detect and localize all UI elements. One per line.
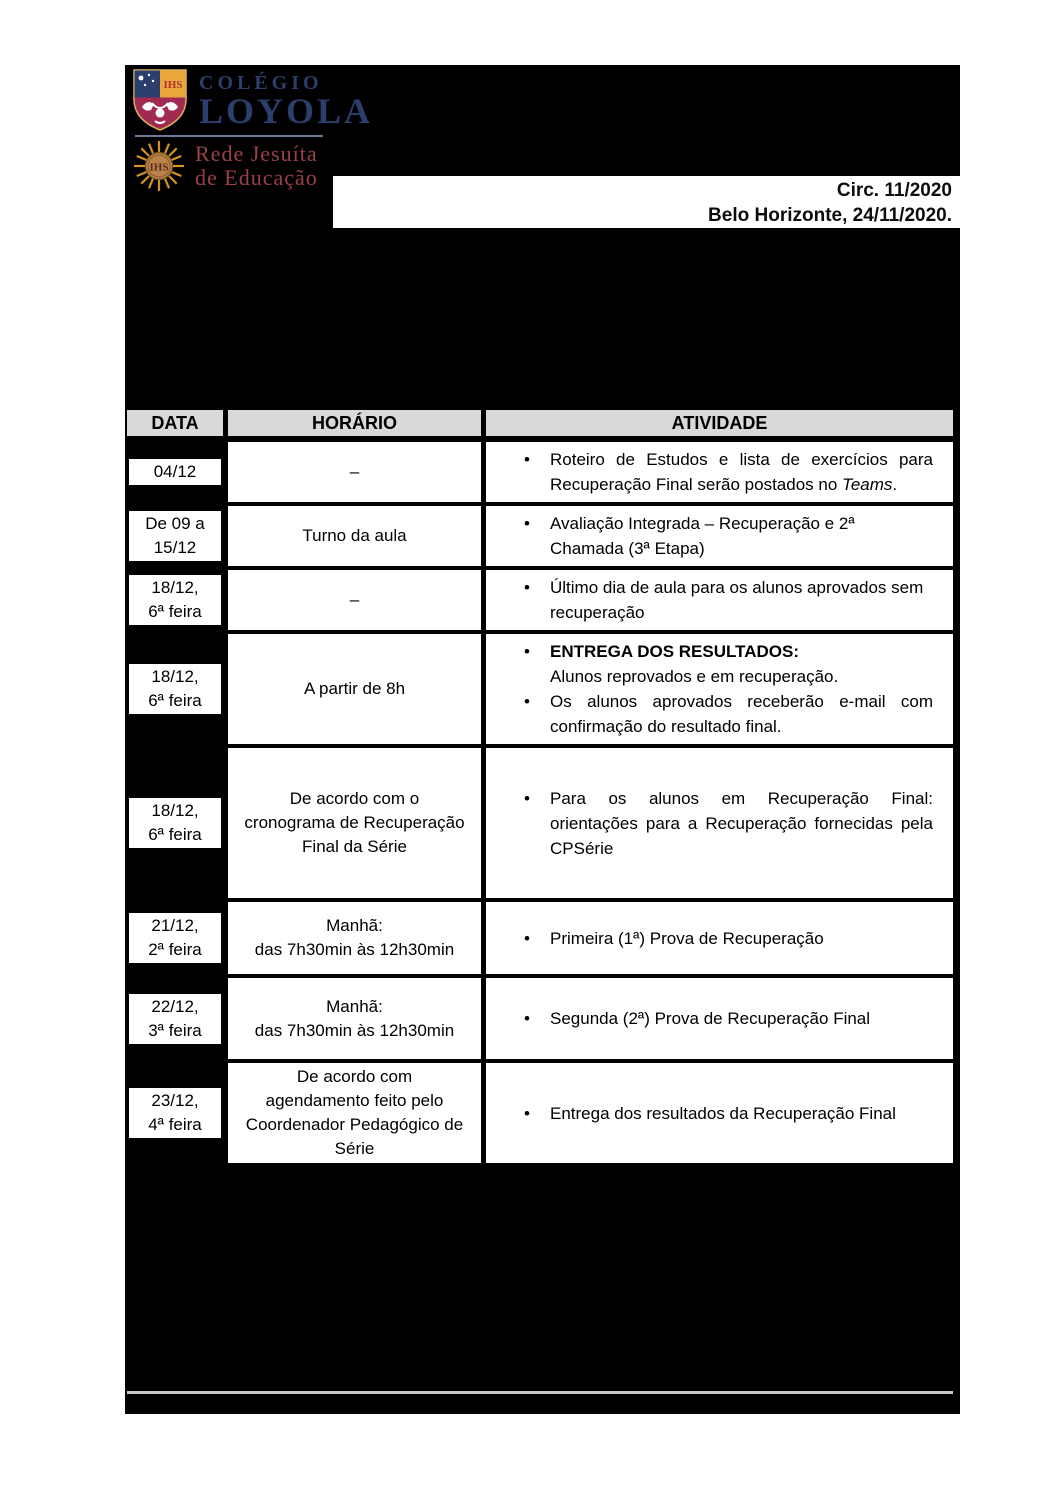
column-header-atividade: ATIVIDADE (486, 408, 953, 438)
activity-text (550, 786, 945, 861)
circular-place-date: Belo Horizonte, 24/11/2020. (708, 205, 952, 226)
bullet-marker: • (524, 1103, 530, 1123)
jesuit-sun-icon (133, 140, 185, 192)
activity-text-part: Teams (842, 475, 893, 494)
bullet-marker: • (524, 928, 530, 948)
bullet-marker: • (524, 692, 530, 711)
table-row-6-time-cell (228, 978, 481, 1059)
date-highlight-box (129, 664, 221, 714)
schedule-table (127, 408, 953, 1163)
table-row-1-time-cell (228, 506, 481, 566)
date-line: 22/12, (151, 996, 199, 1016)
activity-text (550, 447, 945, 497)
activity-text (550, 689, 945, 739)
table-row-2-date-cell (127, 570, 223, 630)
time-line: Série (334, 1139, 375, 1158)
table-row-2-activity-cell (486, 570, 953, 630)
table-row-6-activity-cell (486, 978, 953, 1059)
network-name-line2: de Educação (195, 165, 318, 190)
date-line: 18/12, (151, 801, 199, 820)
table-row-6-date-cell (127, 978, 223, 1059)
activity-line (504, 1006, 945, 1031)
time-line: Final da Série (302, 837, 407, 856)
svg-text:IHS: IHS (149, 161, 169, 174)
circular-number: Circ. 11/2020 (836, 180, 952, 201)
activity-text (550, 926, 945, 951)
date-line: 21/12, (151, 916, 199, 935)
college-name-line1: COLÉGIO (199, 72, 323, 94)
activity-text-part: Para os alunos em Recuperação Final: orientações para a Recuperação fornecidas pela CPSérie (550, 788, 933, 858)
table-row-2-time-cell (228, 570, 481, 630)
date-line: 6ª feira (148, 825, 202, 844)
date-highlight-box (129, 994, 221, 1044)
school-logo (133, 69, 453, 192)
date-line: 04/12 (153, 462, 197, 481)
svg-text:IHS: IHS (163, 79, 183, 91)
bullet-spacer (504, 664, 550, 689)
activity-text-part: ENTREGA DOS RESULTADOS: (550, 642, 800, 661)
activity-line (504, 575, 945, 625)
time-line: De acordo com (296, 1067, 413, 1086)
network-name-line1: Rede Jesuíta (195, 141, 318, 166)
table-row-0-date-cell (127, 442, 223, 502)
table-row-0-time-cell (228, 442, 481, 502)
date-line: 6ª feira (148, 602, 202, 621)
date-line: 2ª feira (148, 940, 202, 959)
activity-text (550, 575, 945, 625)
table-row-0-activity-cell (486, 442, 953, 502)
time-line: – (349, 590, 360, 609)
date-line: 18/12, (151, 667, 199, 686)
date-line: 23/12, (151, 1091, 199, 1110)
table-row-7-date-cell (127, 1063, 223, 1163)
table-row-3-activity-cell (486, 634, 953, 744)
table-row-7-time-cell (228, 1063, 481, 1163)
bullet-marker: • (524, 514, 530, 533)
activity-text (550, 1006, 945, 1031)
time-line: agendamento feito pelo (265, 1091, 444, 1110)
activity-text-part: Último dia de aula para os alunos aprovados sem recuperação (550, 578, 924, 622)
activity-text-part: Roteiro de Estudos e lista de exercícios para Recuperação Final serão postados no (550, 450, 933, 494)
time-line: – (349, 462, 360, 481)
time-line: Manhã: (326, 996, 383, 1016)
date-line: 3ª feira (148, 1020, 202, 1040)
college-name (199, 72, 374, 131)
time-line: das 7h30min às 12h30min (254, 1020, 455, 1040)
college-name-line2: LOYOLA (199, 91, 374, 131)
table-row-5-activity-cell (486, 902, 953, 974)
bullet-marker: • (524, 642, 530, 661)
footer-rule (127, 1391, 953, 1394)
document-black-background (125, 65, 960, 1414)
activity-text-part: Alunos reprovados e em recuperação. (550, 667, 839, 686)
logo-divider-line (135, 135, 323, 137)
activity-line (504, 664, 945, 689)
bullet-marker: • (524, 1009, 530, 1028)
table-row-4-time-cell (228, 748, 481, 898)
time-line: De acordo com o (289, 789, 420, 808)
time-line: A partir de 8h (303, 679, 406, 698)
activity-text-part: Segunda (2ª) Prova de Recuperação Final (550, 1009, 871, 1028)
column-header-data: DATA (127, 408, 223, 438)
time-line: cronograma de Recuperação (244, 813, 465, 832)
date-line: 18/12, (151, 578, 199, 597)
date-line: 15/12 (153, 538, 197, 557)
bullet-marker: • (524, 578, 530, 597)
activity-text-part: Avaliação Integrada – Recuperação e 2ª Chamada (3ª Etapa) (550, 514, 855, 558)
table-row-1-date-cell (127, 506, 223, 566)
activity-text (550, 511, 945, 561)
table-row-3-time-cell (228, 634, 481, 744)
activity-line (504, 639, 945, 664)
date-highlight-box (129, 913, 221, 963)
date-highlight-box (129, 1088, 221, 1138)
activity-line (504, 511, 945, 561)
time-line: Coordenador Pedagógico de (245, 1115, 464, 1134)
table-row-3-date-cell (127, 634, 223, 744)
date-highlight-box (129, 575, 221, 625)
activity-text (550, 664, 945, 689)
table-row-1-activity-cell (486, 506, 953, 566)
activity-text (550, 639, 945, 664)
time-line: Turno da aula (302, 526, 407, 545)
logo-top-row (133, 69, 453, 131)
activity-text-part: Os alunos aprovados receberão e-mail com confirmação do resultado final. (550, 692, 933, 736)
activity-line (504, 786, 945, 861)
table-row-4-activity-cell (486, 748, 953, 898)
network-name (195, 142, 318, 190)
loyola-shield-icon (133, 69, 187, 131)
date-highlight-box (129, 511, 221, 561)
time-line: das 7h30min às 12h30min (254, 940, 455, 959)
table-row-4-date-cell (127, 748, 223, 898)
column-header-horario: HORÁRIO (228, 408, 481, 438)
table-row-5-time-cell (228, 902, 481, 974)
table-row-5-date-cell (127, 902, 223, 974)
bullet-marker: • (524, 788, 530, 808)
date-line: 4ª feira (148, 1115, 202, 1134)
date-line: De 09 a (145, 514, 205, 533)
activity-line (504, 1101, 945, 1126)
bullet-marker: • (524, 450, 530, 469)
date-highlight-box (129, 459, 221, 485)
activity-line (504, 447, 945, 497)
date-line: 6ª feira (148, 691, 202, 710)
activity-text-part: Entrega dos resultados da Recuperação Final (550, 1103, 896, 1123)
table-row-7-activity-cell (486, 1063, 953, 1163)
activity-line (504, 926, 945, 951)
activity-text-part: . (892, 475, 898, 494)
activity-text-part: Primeira (1ª) Prova de Recuperação (550, 928, 824, 948)
circular-header-strip (333, 176, 960, 228)
date-highlight-box (129, 798, 221, 848)
activity-text (550, 1101, 945, 1126)
activity-line (504, 689, 945, 739)
time-line: Manhã: (326, 916, 383, 935)
